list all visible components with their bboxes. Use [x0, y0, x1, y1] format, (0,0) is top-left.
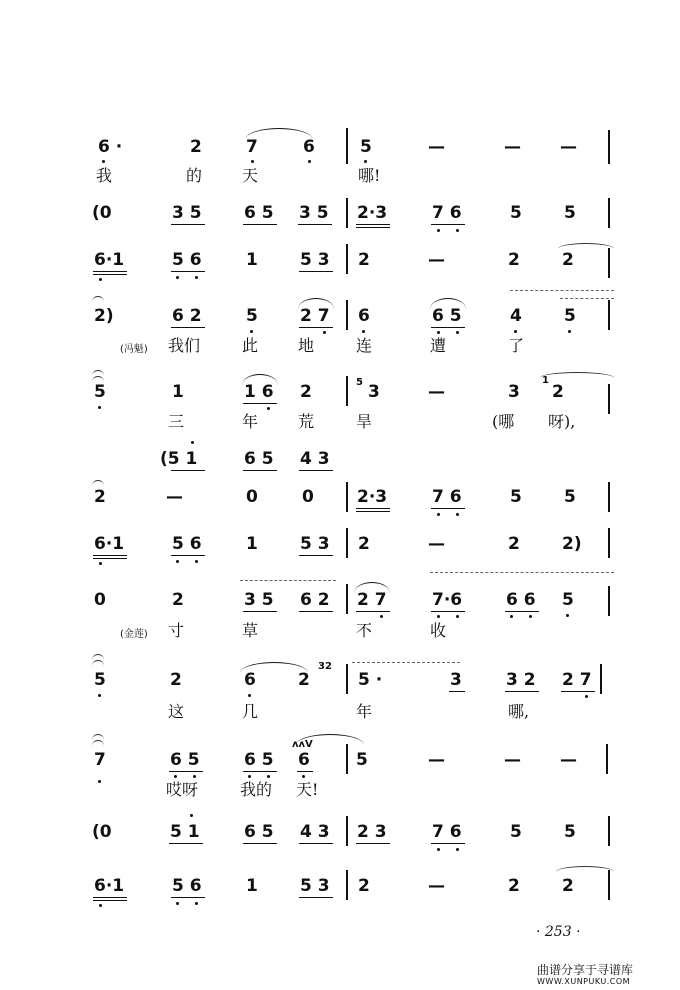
- octave-dot: [99, 562, 102, 565]
- underline: [431, 508, 465, 509]
- underline: [299, 611, 333, 612]
- octave-dot: [437, 615, 440, 618]
- note: 5: [510, 203, 522, 223]
- underline: [299, 271, 333, 272]
- octave-dot: [456, 615, 459, 618]
- note: 3: [450, 670, 462, 690]
- underline: [243, 843, 277, 844]
- lyric: 年: [356, 702, 373, 721]
- octave-dot: [267, 407, 270, 410]
- lyric: 几: [242, 702, 259, 721]
- octave-dot: [514, 330, 517, 333]
- underline: [431, 611, 465, 612]
- note: 2: [508, 876, 520, 896]
- note: 1 6: [244, 382, 274, 402]
- tie: [92, 480, 104, 487]
- octave-dot: [251, 160, 254, 163]
- underline: [356, 508, 390, 509]
- note: 6 2: [300, 590, 330, 610]
- octave-dot: [302, 775, 305, 778]
- underline: [449, 691, 465, 692]
- note: 6: [358, 306, 370, 326]
- bar-line: [608, 528, 610, 558]
- page-number: · 253 ·: [536, 924, 581, 940]
- note: 2: [190, 137, 202, 157]
- note: 7 6: [432, 203, 462, 223]
- underline: [169, 771, 203, 772]
- note: 2: [170, 670, 182, 690]
- note: 5: [564, 306, 576, 326]
- note: 3 5: [172, 203, 202, 223]
- ornament: ᴧᴧV: [292, 739, 313, 750]
- role-label: (金莲): [120, 629, 148, 640]
- note: 5: [360, 137, 372, 157]
- note: 7·6: [432, 590, 463, 610]
- underline: [93, 271, 127, 272]
- note: —: [428, 382, 445, 402]
- bar-line: [346, 816, 348, 846]
- bar-line: [346, 584, 348, 614]
- slur: [246, 128, 312, 139]
- note: 6 2: [172, 306, 202, 326]
- note: —: [560, 137, 577, 157]
- slur: [296, 734, 364, 745]
- octave-dot: [529, 615, 532, 618]
- role-label: (冯魁): [120, 344, 148, 355]
- underline: [299, 843, 333, 844]
- note: 5: [564, 487, 576, 507]
- underline: [243, 224, 277, 225]
- bar-line: [346, 482, 348, 512]
- bar-line: [346, 376, 348, 406]
- note: 2·3: [357, 487, 388, 507]
- underline: [171, 897, 205, 898]
- lyric: 地: [298, 336, 315, 355]
- note: 5 6: [172, 250, 202, 270]
- note: —: [166, 487, 183, 507]
- note: 6·1: [94, 876, 125, 896]
- octave-dot: [99, 904, 102, 907]
- note: 7: [94, 750, 106, 770]
- tie: [540, 372, 614, 379]
- dashed-tie: [352, 662, 460, 667]
- octave-dot: [176, 902, 179, 905]
- underline: [243, 403, 277, 404]
- underline: [431, 224, 465, 225]
- note: 0: [94, 590, 106, 610]
- octave-dot: [193, 775, 196, 778]
- note: 3: [508, 382, 520, 402]
- octave-dot: [437, 331, 440, 334]
- note: 2): [94, 306, 114, 326]
- octave-dot: [437, 848, 440, 851]
- underline: [431, 327, 465, 328]
- note: 6 5: [244, 822, 274, 842]
- octave-dot: [99, 278, 102, 281]
- note: —: [428, 137, 445, 157]
- note: 2 7: [300, 306, 330, 326]
- note: 6 ·: [98, 137, 123, 157]
- underline: [171, 470, 205, 471]
- lyric: (哪: [492, 412, 515, 431]
- octave-dot: [98, 694, 101, 697]
- octave-dot: [102, 160, 105, 163]
- underline: [243, 611, 277, 612]
- octave-dot: [250, 330, 253, 333]
- note: 7 6: [432, 822, 462, 842]
- note: 5 3: [300, 876, 330, 896]
- bar-line: [608, 300, 610, 330]
- note: —: [428, 876, 445, 896]
- note: 2 7: [357, 590, 387, 610]
- lyric: 遭: [430, 336, 447, 355]
- note: 2: [298, 670, 310, 690]
- note: 7 6: [432, 487, 462, 507]
- note: 5: [510, 822, 522, 842]
- octave-dot: [437, 513, 440, 516]
- bar-line: [606, 744, 608, 774]
- octave-dot: [510, 615, 513, 618]
- octave-dot: [456, 513, 459, 516]
- bar-line: [608, 248, 610, 278]
- note: 5: [356, 750, 368, 770]
- note: 2: [172, 590, 184, 610]
- note: 4: [510, 306, 522, 326]
- octave-dot: [98, 780, 101, 783]
- note: 3: [368, 382, 380, 402]
- lyric: 旱: [356, 412, 373, 431]
- lyric: 天!: [296, 780, 319, 799]
- bar-line: [346, 300, 348, 330]
- bar-line: [608, 870, 610, 900]
- note: 2: [562, 250, 574, 270]
- octave-dot: [585, 695, 588, 698]
- note: 6: [303, 137, 315, 157]
- note: 2: [508, 250, 520, 270]
- note: 5 6: [172, 876, 202, 896]
- underline: [356, 843, 390, 844]
- underline: [169, 843, 203, 844]
- tie: [558, 243, 614, 250]
- bar-line: [608, 816, 610, 846]
- underline: [299, 470, 333, 471]
- note: 5: [564, 822, 576, 842]
- grace-note: 5: [356, 377, 363, 388]
- octave-dot: [195, 560, 198, 563]
- underline: [299, 327, 333, 328]
- note: 3 2: [506, 670, 536, 690]
- octave-dot: [195, 902, 198, 905]
- octave-dot: [195, 276, 198, 279]
- octave-dot: [176, 276, 179, 279]
- note: 5: [562, 590, 574, 610]
- underline: [356, 511, 390, 512]
- note: 2 3: [357, 822, 387, 842]
- bar-line: [346, 870, 348, 900]
- bar-line: [600, 664, 602, 694]
- underline: [299, 897, 333, 898]
- lyric: 此: [242, 336, 259, 355]
- octave-dot: [437, 229, 440, 232]
- lyric: 这: [168, 702, 185, 721]
- note: 2·3: [357, 203, 388, 223]
- note: 5: [564, 203, 576, 223]
- underline: [171, 327, 205, 328]
- grace-note: 1: [542, 375, 549, 386]
- note: 2: [358, 876, 370, 896]
- note: 2: [94, 487, 106, 507]
- lyric: 呀),: [548, 412, 576, 431]
- lyric: 荒: [298, 412, 315, 431]
- dashed-tie: [560, 298, 614, 303]
- note: —: [428, 534, 445, 554]
- note: (0: [92, 203, 112, 223]
- note: 2: [358, 250, 370, 270]
- lyric: 我们: [168, 336, 201, 355]
- dashed-tie: [240, 580, 336, 585]
- underline: [561, 691, 595, 692]
- octave-dot: [364, 160, 367, 163]
- note: 2: [300, 382, 312, 402]
- bar-line: [346, 744, 348, 774]
- underline: [356, 611, 390, 612]
- note: 1: [246, 876, 258, 896]
- lyric: 收: [430, 621, 447, 640]
- note: 3 5: [299, 203, 329, 223]
- underline: [243, 771, 277, 772]
- note: 6 5: [432, 306, 462, 326]
- lyric: 哪,: [508, 702, 530, 721]
- note: 5 ·: [358, 670, 383, 690]
- octave-dot: [190, 814, 193, 817]
- note: 5 3: [300, 250, 330, 270]
- underline: [431, 843, 465, 844]
- bar-line: [608, 384, 610, 414]
- lyric: 不: [356, 621, 373, 640]
- bar-line: [346, 664, 348, 694]
- octave-dot: [568, 330, 571, 333]
- note: —: [428, 250, 445, 270]
- underline: [93, 897, 127, 898]
- octave-dot: [267, 775, 270, 778]
- octave-dot: [456, 848, 459, 851]
- bar-line: [608, 482, 610, 512]
- note: 1: [246, 534, 258, 554]
- lyric: 草: [242, 621, 259, 640]
- lyric: 连: [356, 336, 373, 355]
- note: 6 5: [170, 750, 200, 770]
- bar-line: [346, 128, 348, 164]
- tie: [92, 740, 104, 747]
- footer-site-url: WWW.XUNPUKU.COM: [537, 977, 631, 986]
- tie: [556, 866, 614, 873]
- note: 0: [246, 487, 258, 507]
- note: 6: [244, 670, 256, 690]
- underline: [297, 771, 313, 772]
- grace-note: 32: [318, 661, 332, 672]
- note: 6 5: [244, 203, 274, 223]
- note: —: [504, 750, 521, 770]
- note: —: [428, 750, 445, 770]
- octave-dot: [248, 775, 251, 778]
- lyric: 哪!: [358, 166, 381, 185]
- underline: [356, 224, 390, 225]
- lyric: 的: [186, 166, 203, 185]
- note: 6·1: [94, 534, 125, 554]
- octave-dot: [566, 614, 569, 617]
- underline: [93, 558, 127, 559]
- lyric: 了: [508, 336, 525, 355]
- bar-line: [346, 244, 348, 274]
- note: 5: [94, 382, 106, 402]
- lyric: 天: [242, 166, 259, 185]
- dashed-tie: [430, 572, 614, 577]
- note: (0: [92, 822, 112, 842]
- note: 4 3: [300, 449, 330, 469]
- note: (5 1: [160, 449, 198, 469]
- note: 5: [246, 306, 258, 326]
- octave-dot: [323, 331, 326, 334]
- underline: [505, 611, 539, 612]
- note: 2: [508, 534, 520, 554]
- note: 5 6: [172, 534, 202, 554]
- tie: [92, 660, 104, 667]
- note: 6·1: [94, 250, 125, 270]
- bar-line: [346, 198, 348, 228]
- octave-dot: [174, 775, 177, 778]
- octave-dot: [308, 160, 311, 163]
- octave-dot: [456, 229, 459, 232]
- note: 1: [172, 382, 184, 402]
- note: 1: [246, 250, 258, 270]
- note: —: [504, 137, 521, 157]
- footer-site-name: 曲谱分享于寻谱库: [537, 963, 634, 977]
- note: 6: [298, 750, 310, 770]
- note: 6 5: [244, 750, 274, 770]
- note: 6 6: [506, 590, 536, 610]
- octave-dot: [176, 560, 179, 563]
- lyric: 哎呀: [166, 780, 199, 799]
- note: —: [560, 750, 577, 770]
- underline: [171, 224, 205, 225]
- underline: [171, 271, 205, 272]
- note: 5 1: [170, 822, 200, 842]
- tie: [92, 296, 104, 303]
- underline: [93, 274, 127, 275]
- lyric: 年: [242, 412, 259, 431]
- note: 2: [358, 534, 370, 554]
- note: 6 5: [244, 449, 274, 469]
- bar-line: [346, 528, 348, 558]
- dashed-tie: [510, 290, 614, 295]
- bar-line: [608, 198, 610, 228]
- note: 3 5: [244, 590, 274, 610]
- underline: [171, 555, 205, 556]
- underline: [505, 691, 539, 692]
- octave-dot: [456, 331, 459, 334]
- octave-dot: [362, 330, 365, 333]
- octave-dot: [191, 441, 194, 444]
- lyric: 我的: [240, 780, 273, 799]
- lyric: 我: [96, 166, 113, 185]
- octave-dot: [380, 615, 383, 618]
- underline: [93, 555, 127, 556]
- octave-dot: [98, 406, 101, 409]
- note: 0: [302, 487, 314, 507]
- underline: [356, 227, 390, 228]
- note: 2): [562, 534, 582, 554]
- note: 2: [552, 382, 564, 402]
- note: 7: [246, 137, 258, 157]
- note: 4 3: [300, 822, 330, 842]
- underline: [298, 224, 332, 225]
- note: 5 3: [300, 534, 330, 554]
- octave-dot: [248, 694, 251, 697]
- note: 2: [562, 876, 574, 896]
- note: 5: [94, 670, 106, 690]
- bar-line: [608, 586, 610, 616]
- underline: [299, 555, 333, 556]
- lyric: 三: [168, 412, 185, 431]
- lyric: 寸: [168, 621, 185, 640]
- bar-line: [608, 130, 610, 164]
- underline: [93, 900, 127, 901]
- underline: [243, 470, 277, 471]
- note: 2 7: [562, 670, 592, 690]
- note: 5: [510, 487, 522, 507]
